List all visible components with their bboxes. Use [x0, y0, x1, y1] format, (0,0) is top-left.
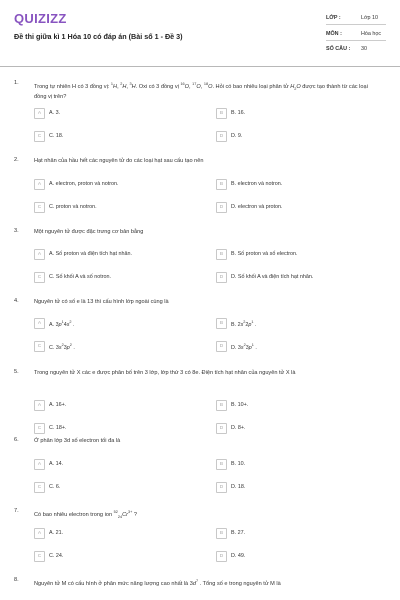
- option-letter-box: A: [34, 318, 45, 329]
- question-text: Trong nguyên tử X các e được phân bố trên 3 lớp, lớp thứ 3 có 8e. Điện tích hạt nhân của nguyên tử X là: [34, 370, 296, 376]
- meta-subject-value: Hóa học: [361, 31, 382, 37]
- answer-option-a[interactable]: [34, 459, 184, 469]
- meta-class-value: Lớp 10: [361, 15, 379, 21]
- answer-option-c[interactable]: [34, 131, 184, 141]
- option-text: A. 21.: [49, 529, 64, 536]
- question-text: Trong tự nhiên H có 3 đồng vị: $^1$H, $^2$H, $^3$H. Oxi có 3 đồng vị $^{16}$O, $^{17}$O, $^{18}$O. Hỏi có bao nhiêu loại phân tử $H_2O$ được tạo thành từ các loại đồng vị trên?: [34, 82, 368, 100]
- answer-option-c[interactable]: [34, 202, 184, 212]
- answer-option-a[interactable]: [34, 179, 184, 189]
- option-letter-box: C: [34, 423, 45, 434]
- answer-option-d[interactable]: [216, 551, 366, 561]
- answer-option-a[interactable]: [34, 249, 184, 259]
- question-text: Nguyên tử có số e là 13 thì cấu hình lớp ngoài cùng là: [34, 299, 169, 305]
- quizizz-logo: QUIZIZZ: [14, 11, 67, 26]
- option-text: C. 6.: [49, 483, 61, 490]
- option-letter-box: D: [216, 202, 227, 213]
- option-letter-box: D: [216, 423, 227, 434]
- answer-option-d[interactable]: [216, 131, 366, 141]
- option-text: D. $3s^23p^1$ .: [231, 342, 257, 351]
- option-text: B. 10.: [231, 460, 246, 467]
- option-text: A. 14.: [49, 460, 64, 467]
- option-letter-box: B: [216, 400, 227, 411]
- option-letter-box: B: [216, 318, 227, 329]
- option-text: D. electron và proton.: [231, 203, 283, 210]
- option-letter-box: A: [34, 179, 45, 190]
- option-text: B. electron và notron.: [231, 180, 283, 187]
- answer-option-d[interactable]: [216, 482, 366, 492]
- answer-option-b[interactable]: [216, 400, 366, 410]
- option-letter-box: D: [216, 341, 227, 352]
- question-text: Hạt nhân của hầu hết các nguyên tử do các loại hạt sau cấu tạo nên: [34, 158, 204, 164]
- option-text: A. 16+.: [49, 401, 67, 408]
- option-letter-box: C: [34, 202, 45, 213]
- answer-option-c[interactable]: [34, 272, 184, 282]
- question-number: 6.: [14, 437, 19, 443]
- answer-option-b[interactable]: [216, 108, 366, 118]
- question-number: 2.: [14, 157, 19, 163]
- option-letter-box: D: [216, 551, 227, 562]
- option-letter-box: B: [216, 459, 227, 470]
- meta-subject-label: MÔN :: [326, 31, 342, 37]
- question-number: 7.: [14, 508, 19, 514]
- meta-count-value: 30: [361, 46, 367, 52]
- option-text: D. 18.: [231, 483, 246, 490]
- option-text: C. 24.: [49, 552, 64, 559]
- option-text: C. 18.: [49, 132, 64, 139]
- option-text: C. Số khối A và số notron.: [49, 273, 112, 280]
- answer-option-c[interactable]: [34, 482, 184, 492]
- option-letter-box: D: [216, 482, 227, 493]
- option-letter-box: A: [34, 459, 45, 470]
- option-text: B. Số proton và số electron.: [231, 250, 298, 257]
- question-number: 1.: [14, 80, 19, 86]
- header-divider: [0, 66, 400, 67]
- question-number: 5.: [14, 369, 19, 375]
- option-letter-box: B: [216, 528, 227, 539]
- option-letter-box: D: [216, 272, 227, 283]
- answer-option-b[interactable]: [216, 459, 366, 469]
- answer-option-a[interactable]: [34, 400, 184, 410]
- question-text: Ở phân lớp 3d số electron tối đa là: [34, 438, 121, 444]
- answer-option-a[interactable]: [34, 108, 184, 118]
- question-text: Có bao nhiêu electron trong ion $^{52}_{24}Cr^{3+}$ ?: [34, 510, 138, 519]
- question-number: 3.: [14, 228, 19, 234]
- question-number: 8.: [14, 577, 19, 583]
- answer-option-a[interactable]: [34, 528, 184, 538]
- answer-option-a[interactable]: [34, 318, 184, 328]
- meta-count-label: SỐ CÂU :: [326, 46, 351, 52]
- option-text: A. 3.: [49, 109, 61, 116]
- option-letter-box: B: [216, 108, 227, 119]
- answer-option-c[interactable]: [34, 423, 184, 433]
- question-text: Nguyên tử M có cấu hình ở phân mức năng lượng cao nhất là $3d^7$ . Tổng số e trong nguyên tử M là: [34, 579, 281, 587]
- option-letter-box: A: [34, 249, 45, 260]
- answer-option-d[interactable]: [216, 202, 366, 212]
- option-text: A. Số proton và điện tích hạt nhân.: [49, 250, 133, 257]
- option-text: C. 18+.: [49, 424, 67, 431]
- answer-option-d[interactable]: [216, 272, 366, 282]
- option-letter-box: A: [34, 528, 45, 539]
- option-letter-box: C: [34, 341, 45, 352]
- option-letter-box: D: [216, 131, 227, 142]
- meta-underline: [326, 40, 386, 41]
- answer-option-b[interactable]: [216, 249, 366, 259]
- answer-option-d[interactable]: [216, 423, 366, 433]
- option-text: D. Số khối A và điện tích hạt nhân.: [231, 273, 314, 280]
- option-text: A. electron, proton và notron.: [49, 180, 119, 187]
- meta-underline: [326, 24, 386, 25]
- question-text: Một nguyên tử được đặc trưng cơ bản bằng: [34, 229, 144, 235]
- option-letter-box: B: [216, 179, 227, 190]
- meta-class-label: LỚP :: [326, 15, 341, 21]
- option-text: C. $3s^23p^2$ .: [49, 342, 75, 351]
- question-number: 4.: [14, 298, 19, 304]
- option-text: D. 8+.: [231, 424, 246, 431]
- option-text: B. 10+.: [231, 401, 249, 408]
- option-text: C. proton và notron.: [49, 203, 97, 210]
- answer-option-b[interactable]: [216, 179, 366, 189]
- answer-option-b[interactable]: [216, 528, 366, 538]
- option-letter-box: C: [34, 272, 45, 283]
- answer-option-c[interactable]: [34, 341, 184, 351]
- option-text: B. $2s^22p^1$ .: [231, 319, 257, 328]
- answer-option-b[interactable]: [216, 318, 366, 328]
- option-letter-box: B: [216, 249, 227, 260]
- option-text: B. 27.: [231, 529, 246, 536]
- option-letter-box: A: [34, 108, 45, 119]
- option-text: D. 49.: [231, 552, 246, 559]
- option-letter-box: C: [34, 131, 45, 142]
- option-text: A. $3p^14s^2$ .: [49, 319, 75, 328]
- option-text: B. 16.: [231, 109, 246, 116]
- answer-option-c[interactable]: [34, 551, 184, 561]
- option-letter-box: A: [34, 400, 45, 411]
- option-letter-box: C: [34, 551, 45, 562]
- option-letter-box: C: [34, 482, 45, 493]
- option-text: D. 9.: [231, 132, 243, 139]
- page-title: Đề thi giữa kì 1 Hóa 10 có đáp án (Bài số 1 - Đề 3): [14, 32, 183, 41]
- answer-option-d[interactable]: [216, 341, 366, 351]
